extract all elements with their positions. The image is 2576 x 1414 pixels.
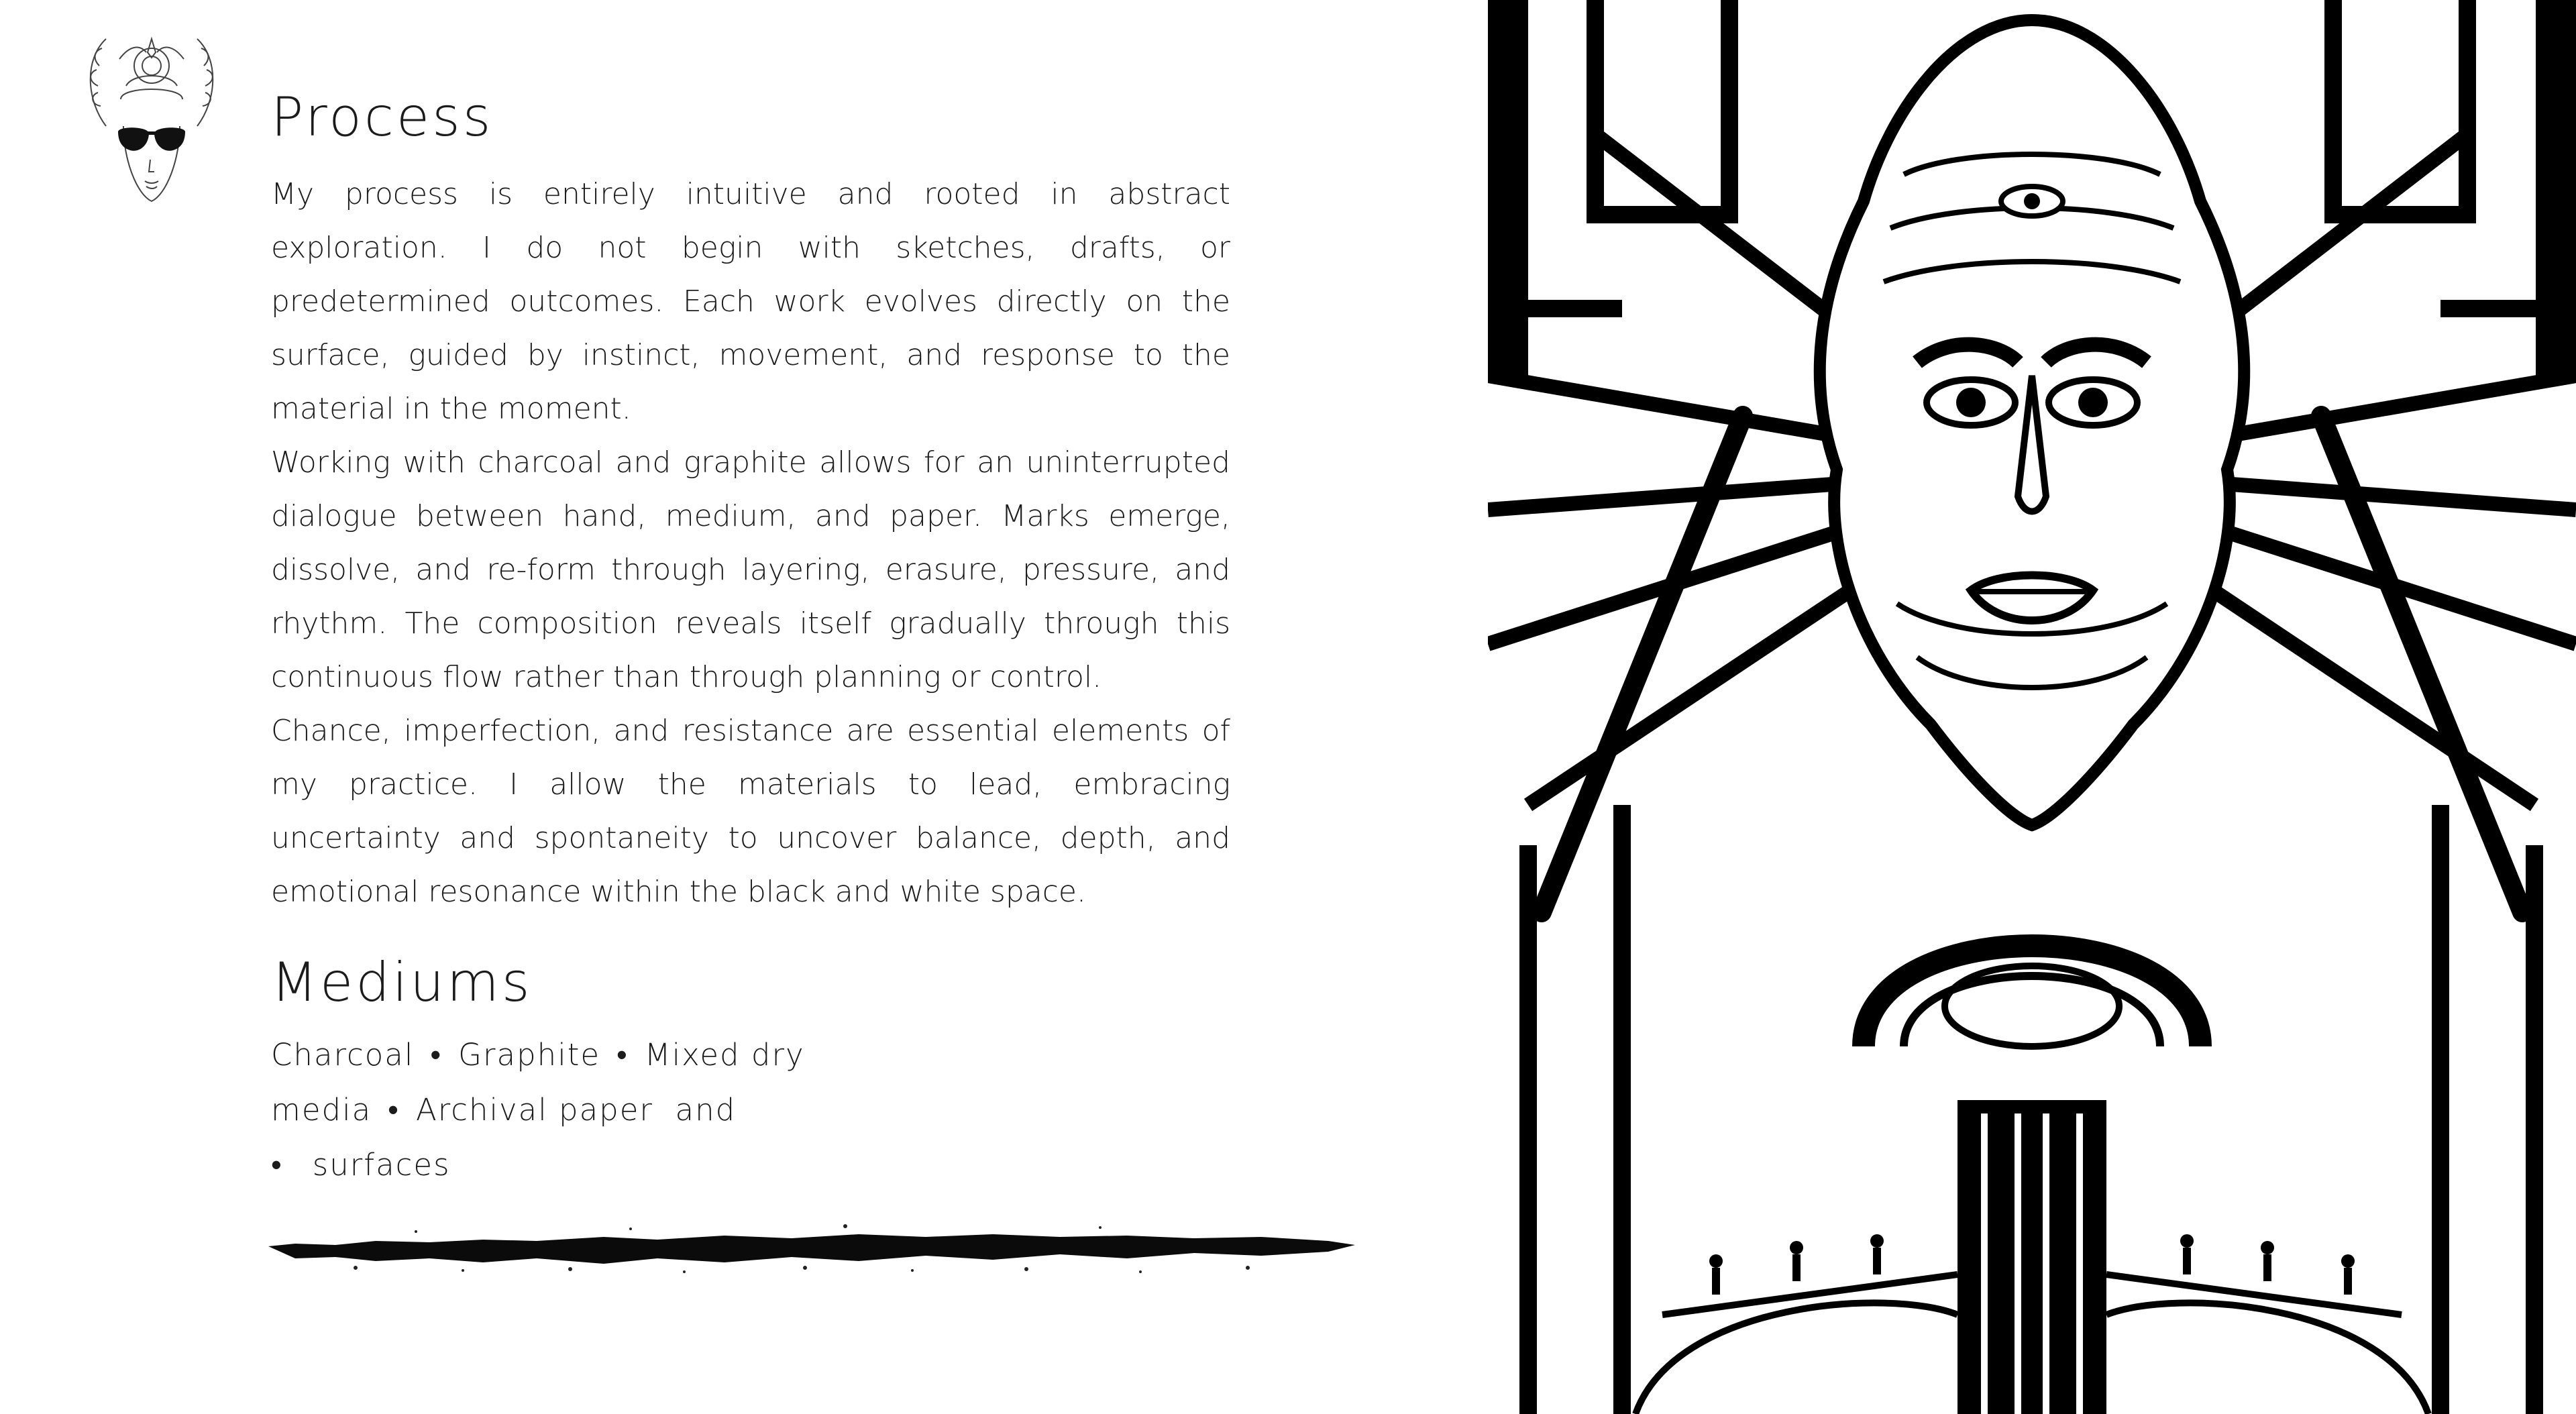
process-body [271, 168, 1230, 919]
process-paragraph: My process is entirely intuitive and rooted in abstract exploration. I do not begin with sketches, drafts, or predetermined outcomes. Each work evolves directly on the surface, guided by instinct, movement, and response to the material in the moment. [271, 177, 1230, 426]
process-paragraph: Working with charcoal and graphite allows for an uninterrupted dialogue between hand, medium, and paper. Marks emerge, dissolve, and re-form through layering, erasure, pressure, and rhythm. The composition reveals itself gradually through this continuous flow rather than through planning or control. [271, 445, 1230, 694]
bullet-separator: • [388, 1092, 400, 1128]
medium-item: Charcoal [271, 1037, 415, 1073]
medium-item: Mixed dry media [271, 1037, 805, 1128]
mediums-list [271, 1028, 1237, 1193]
medium-item: Graphite [458, 1037, 601, 1073]
medium-item: surfaces [312, 1147, 451, 1183]
bullet-separator: • [430, 1037, 443, 1073]
ink-artwork-illustration [1488, 0, 2576, 1414]
brush-stroke-divider-icon [255, 1214, 1362, 1288]
bullet-separator: • [271, 1147, 283, 1183]
process-heading: Process [271, 86, 494, 148]
mediums-heading: Mediums [271, 951, 533, 1014]
process-paragraph: Chance, imperfection, and resistance are essential elements of my practice. I allow the materials to lead, embracing uncertainty and spontaneity to uncover balance, depth, and emotional resonance within the black and white space. [271, 714, 1230, 909]
artist-logo-icon [79, 25, 224, 211]
medium-item: Archival paper and [415, 1092, 737, 1128]
bullet-separator: • [616, 1037, 629, 1073]
